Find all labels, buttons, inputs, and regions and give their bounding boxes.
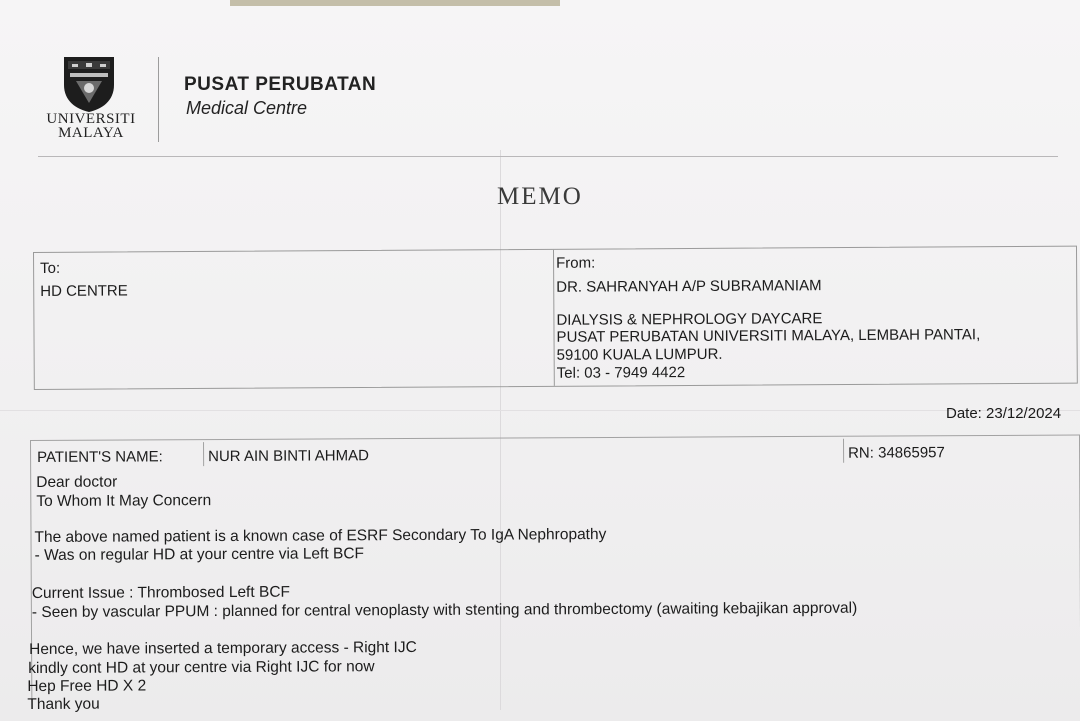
from-address-line1: PUSAT PERUBATAN UNIVERSITI MALAYA, LEMBAH PANTAI, (556, 326, 981, 346)
body-line: Hep Free HD X 2 (27, 677, 147, 696)
centre-title: PUSAT PERUBATAN (184, 74, 377, 95)
patient-rn: RN: 34865957 (848, 444, 945, 462)
patient-name: NUR AIN BINTI AHMAD (208, 447, 369, 466)
body-line: Hence, we have inserted a temporary access - Right IJC (29, 638, 417, 659)
from-department: DIALYSIS & NEPHROLOGY DAYCARE (556, 310, 823, 329)
address-box-divider (553, 250, 555, 386)
patient-name-label: PATIENT'S NAME: (37, 448, 163, 466)
paper-edge-strip (230, 0, 560, 6)
body-line: Current Issue : Thrombosed Left BCF (31, 583, 291, 602)
address-box (33, 246, 1078, 390)
header-divider (158, 57, 159, 142)
university-name: UNIVERSITI MALAYA (46, 111, 136, 141)
from-name: DR. SAHRANYAH A/P SUBRAMANIAM (556, 277, 822, 296)
to-label: To: (40, 259, 61, 277)
rn-divider (843, 439, 844, 463)
from-address-line2: 59100 KUALA LUMPUR. (556, 345, 723, 364)
body-line: - Seen by vascular PPUM : planned for central venoplasty with stenting and thrombectomy (awaiting kebajikan approval) (31, 599, 858, 621)
from-label: From: (556, 254, 596, 272)
memo-title: MEMO (497, 183, 583, 210)
body-line: The above named patient is a known case of ESRF Secondary To IgA Nephropathy (34, 525, 607, 546)
header-rule (38, 156, 1058, 157)
to-recipient: HD CENTRE (40, 282, 128, 300)
body-line: To Whom It May Concern (36, 492, 212, 510)
fold-crease-horizontal (0, 410, 1080, 411)
centre-subtitle: Medical Centre (186, 98, 308, 118)
memo-date: Date: 23/12/2024 (946, 405, 1062, 422)
body-line: Thank you (27, 695, 100, 714)
body-line: kindly cont HD at your centre via Right IJC for now (28, 658, 375, 678)
body-line: Dear doctor (36, 473, 118, 491)
patient-name-divider (203, 442, 204, 466)
patient-box (27, 435, 1080, 714)
from-tel: Tel: 03 - 7949 4422 (556, 364, 686, 382)
university-crest-icon (62, 55, 116, 113)
body-line: - Was on regular HD at your centre via Left BCF (34, 545, 365, 564)
